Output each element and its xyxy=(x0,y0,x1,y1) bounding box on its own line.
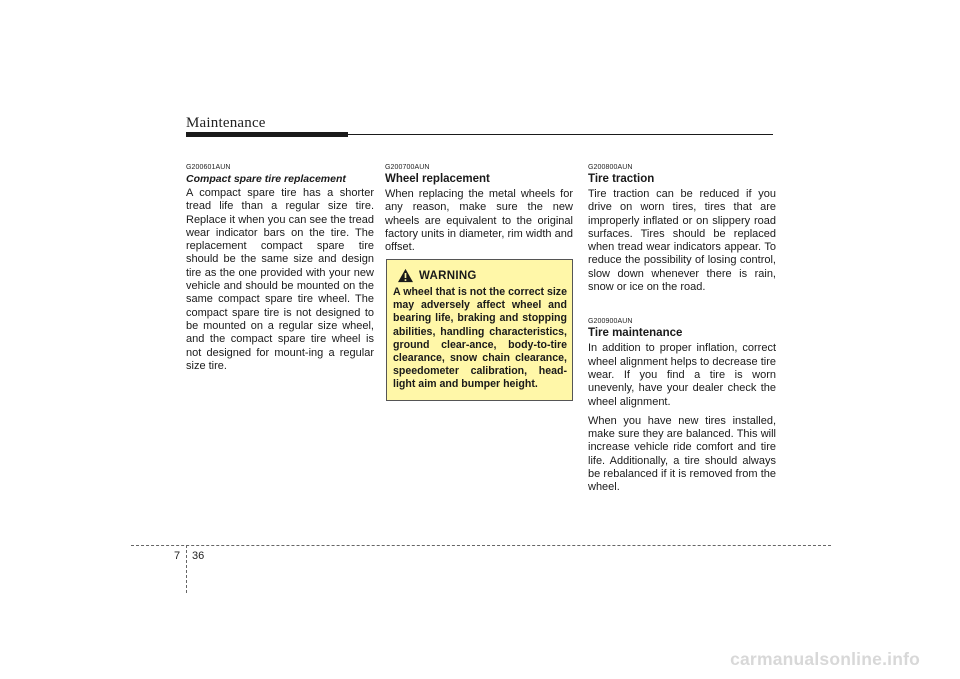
section-paragraph: When you have new tires installed, make sure they are balanced. This will increase vehicle ride comfort and tire life. Additionally, a tire should always be rebalanced if it is removed from the wheel. xyxy=(588,414,776,494)
section-paragraph: A compact spare tire has a shorter tread life than a regular size tire. Replace it when you can see the tread wear indicator bars on the tire. The replacement compact spare tire should be the same size and design tire as the one provided with your new vehicle and should be mounted on the same compact spare tire wheel. The compact spare tire is not designed to be mounted on a regular size wheel, and the compact spare tire wheel is not designed for mount-ing a regular size tire. xyxy=(186,187,374,372)
section-compact-spare xyxy=(186,164,374,373)
section-paragraph: In addition to proper inflation, correct wheel alignment helps to decrease tire wear. If you find a tire is worn unevenly, have your dealer check the wheel alignment. xyxy=(588,342,776,408)
warning-box xyxy=(386,259,573,401)
warning-text: A wheel that is not the correct size may adversely affect wheel and bearing life, braking and stopping abilities, handling characteristics, ground clear-ance, body-to-tire clearance, snow chain clearance, speedometer calibration, head-light aim and bumper height. xyxy=(393,286,567,391)
footer-rule xyxy=(131,545,831,546)
section-code: G200900AUN xyxy=(588,318,633,326)
section-code: G200800AUN xyxy=(588,164,633,171)
page-header-title: Maintenance xyxy=(186,115,266,131)
warning-header xyxy=(397,268,567,283)
column-3 xyxy=(588,164,776,495)
warning-title: WARNING xyxy=(419,269,477,282)
header-rule-accent xyxy=(186,132,348,137)
section-heading: Tire traction xyxy=(588,173,655,185)
section-tire-traction xyxy=(588,164,776,294)
site-watermark: carmanualsonline.info xyxy=(730,649,920,669)
chapter-number: 7 xyxy=(174,550,181,562)
section-code: G200700AUN xyxy=(385,164,430,171)
section-paragraph: When replacing the metal wheels for any reason, make sure the new wheels are equivalent to the original factory units in diameter, rim width and offset. xyxy=(385,188,573,254)
section-tire-maintenance xyxy=(588,318,776,494)
section-paragraph: Tire traction can be reduced if you drive on worn tires, tires that are improperly inflated or on slippery road surfaces. Tires should be replaced when tread wear indicators appear. To reduce the possibility of losing control, slow down whenever there is rain, snow or ice on the road. xyxy=(588,188,776,294)
section-heading: Wheel replacement xyxy=(385,173,490,185)
column-2 xyxy=(385,164,573,254)
footer-divider xyxy=(186,545,187,593)
page-number: 36 xyxy=(192,550,205,562)
section-code: G200601AUN xyxy=(186,164,231,171)
column-1 xyxy=(186,164,374,373)
section-heading: Tire maintenance xyxy=(588,327,683,340)
section-heading: Compact spare tire replacement xyxy=(186,173,346,185)
warning-triangle-icon xyxy=(397,268,414,283)
section-wheel-replacement xyxy=(385,164,573,254)
